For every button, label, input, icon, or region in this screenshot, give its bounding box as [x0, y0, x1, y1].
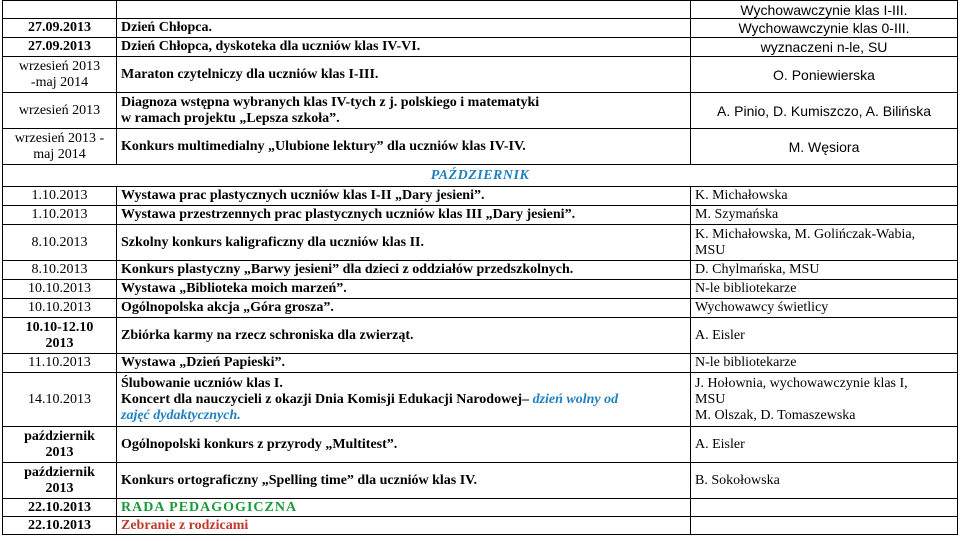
responsible-cell: M. Węsiora [691, 129, 958, 165]
responsible-cell: D. Chylmańska, MSU [691, 261, 958, 280]
table-row [3, 354, 958, 373]
schedule-table [2, 0, 958, 535]
date-line: 2013 [45, 480, 74, 496]
event-line: Diagnoza wstępna wybranych klas IV-tych z j. polskiego i matematyki [121, 94, 540, 110]
event-cell: Ogólnopolska akcja „Góra grosza”. [117, 299, 691, 318]
date-cell: 14.10.2013 [3, 373, 117, 427]
table-row [3, 463, 958, 499]
date-cell [3, 57, 117, 93]
event-cell [117, 1, 691, 19]
responsible-line: J. Hołownia, wychowawczynie klas I, [695, 375, 908, 391]
date-cell: 22.10.2013 [3, 499, 117, 517]
event-cell: Szkolny konkurs kaligraficzny dla uczniów klas II. [117, 225, 691, 261]
event-cell: RADA PEDAGOGICZNA [117, 499, 691, 517]
responsible-cell: wyznaczeni n-le, SU [691, 38, 958, 57]
table-row [3, 280, 958, 299]
event-cell: Dzień Chłopca, dyskoteka dla uczniów klas IV-VI. [117, 38, 691, 57]
table-row [3, 206, 958, 225]
day-off-note: zajęć dydaktycznych. [121, 407, 241, 423]
date-cell: 10.10.2013 [3, 280, 117, 299]
table-row [3, 129, 958, 165]
responsible-line: M. Olszak, D. Tomaszewska [695, 407, 856, 423]
date-cell: 11.10.2013 [3, 354, 117, 373]
date-line: -maj 2014 [30, 74, 89, 90]
date-line: październik [24, 428, 95, 444]
responsible-cell: B. Sokołowska [691, 463, 958, 499]
month-header: PAŹDZIERNIK [3, 165, 958, 187]
responsible-cell: N-le bibliotekarze [691, 280, 958, 299]
event-cell: Wystawa „Dzień Papieski”. [117, 354, 691, 373]
table-row [3, 225, 958, 261]
event-cell: Wystawa „Biblioteka moich marzeń”. [117, 280, 691, 299]
table-row [3, 318, 958, 354]
responsible-cell: N-le bibliotekarze [691, 354, 958, 373]
date-line: wrzesień 2013 [18, 58, 101, 74]
date-cell: wrzesień 2013 [3, 93, 117, 129]
date-cell [3, 463, 117, 499]
table-row [3, 57, 958, 93]
responsible-line: MSU [695, 391, 726, 407]
event-cell: Konkurs ortograficzny „Spelling time” dla uczniów klas IV. [117, 463, 691, 499]
responsible-cell: A. Eisler [691, 427, 958, 463]
table-row [3, 93, 958, 129]
table-row [3, 38, 958, 57]
event-cell: Ogólnopolski konkurs z przyrody „Multitest”. [117, 427, 691, 463]
responsible-line: MSU [695, 242, 726, 258]
responsible-cell: M. Szymańska [691, 206, 958, 225]
day-off-note: dzień wolny od [529, 391, 619, 407]
date-cell: 27.09.2013 [3, 38, 117, 57]
table-row [3, 187, 958, 206]
event-line: w ramach projektu „Lepsza szkoła”. [121, 110, 340, 126]
responsible-cell: Wychowawcy świetlicy [691, 299, 958, 318]
date-cell [3, 1, 117, 19]
table-row [3, 299, 958, 318]
table-row [3, 517, 958, 535]
responsible-cell [691, 373, 958, 427]
responsible-cell [691, 225, 958, 261]
date-cell [3, 318, 117, 354]
table-row [3, 1, 958, 19]
responsible-cell: A. Eisler [691, 318, 958, 354]
responsible-cell: K. Michałowska [691, 187, 958, 206]
date-line: wrzesień 2013 - [14, 130, 105, 146]
table-row [3, 19, 958, 38]
event-line [121, 392, 686, 408]
date-cell: 10.10.2013 [3, 299, 117, 318]
date-cell: 1.10.2013 [3, 206, 117, 225]
table-row [3, 499, 958, 517]
date-line: maj 2014 [33, 146, 86, 162]
date-line: 2013 [45, 335, 74, 351]
date-cell: 27.09.2013 [3, 19, 117, 38]
event-cell: Zebranie z rodzicami [117, 517, 691, 535]
date-line: październik [24, 464, 95, 480]
event-text: Koncert dla nauczycieli z okazji Dnia Komisji Edukacji Narodowej– [121, 391, 530, 407]
event-cell: Maraton czytelniczy dla uczniów klas I-III. [117, 57, 691, 93]
responsible-cell: Wychowawczynie klas 0-III. [691, 19, 958, 38]
date-cell: 1.10.2013 [3, 187, 117, 206]
date-cell [3, 129, 117, 165]
event-cell [117, 93, 691, 129]
responsible-cell [691, 499, 958, 517]
responsible-line: K. Michałowska, M. Golińczak-Wabia, [695, 226, 916, 242]
date-line: 10.10-12.10 [25, 319, 94, 335]
month-header-row [3, 165, 958, 187]
table-row [3, 427, 958, 463]
responsible-cell: Wychowawczynie klas I-III. [691, 1, 958, 19]
date-cell [3, 427, 117, 463]
table-row [3, 373, 958, 427]
table-row [3, 261, 958, 280]
responsible-cell [691, 517, 958, 535]
responsible-cell: A. Pinio, D. Kumiszczo, A. Bilińska [691, 93, 958, 129]
event-cell: Wystawa przestrzennych prac plastycznych uczniów klas III „Dary jesieni”. [117, 206, 691, 225]
date-line: 2013 [45, 444, 74, 460]
event-cell: Wystawa prac plastycznych uczniów klas I-II „Dary jesieni”. [117, 187, 691, 206]
responsible-cell: O. Poniewierska [691, 57, 958, 93]
event-cell: Konkurs plastyczny „Barwy jesieni” dla dzieci z oddziałów przedszkolnych. [117, 261, 691, 280]
date-cell: 8.10.2013 [3, 261, 117, 280]
event-cell: Zbiórka karmy na rzecz schroniska dla zwierząt. [117, 318, 691, 354]
event-cell: Konkurs multimedialny „Ulubione lektury” dla uczniów klas IV-IV. [117, 129, 691, 165]
date-cell: 8.10.2013 [3, 225, 117, 261]
event-cell [117, 373, 691, 427]
event-cell: Dzień Chłopca. [117, 19, 691, 38]
date-cell: 22.10.2013 [3, 517, 117, 535]
event-line: Ślubowanie uczniów klas I. [121, 375, 283, 391]
